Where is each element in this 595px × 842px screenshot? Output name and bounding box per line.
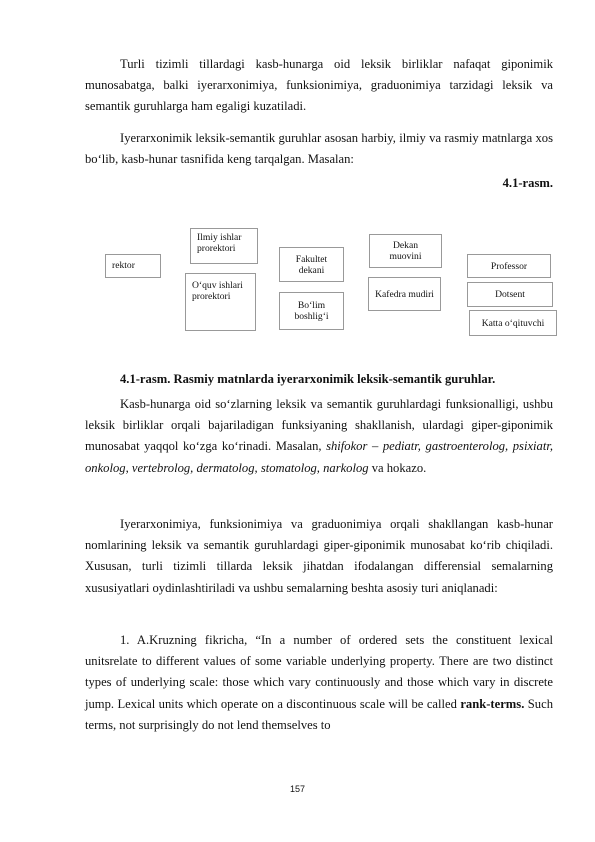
box-ilmiy-prorektor: Ilmiy ishlar prorektori (190, 228, 258, 264)
paragraph-functionality (85, 394, 553, 479)
paragraph-intro: Turli tizimli tillardagi kasb-hunarga oid leksik birliklar nafaqat giponimik munosabatga, balki iyerarxonimiya, funksionimiya, graduonimiya tarzidagi leksik va semantik guruhlarga ham egaligi kuzatiladi. (85, 57, 553, 114)
page-number: 157 (289, 784, 306, 794)
paragraph-hierarchy: Iyerarxonimik leksik-semantik guruhlar asosan harbiy, ilmiy va rasmiy matnlarga xos bo‘lib, kasb-hunar tasnifida keng tarqalgan. Masalan: (85, 131, 553, 167)
example-professions: shifokor – pediatr, gastroenterolog, psixiatr, onkolog, vertebrolog, dermatolog, stomatolog, narkolog (85, 439, 553, 475)
paragraph-functionality-end: va hokazo. (368, 460, 427, 475)
box-oquv-prorektor: O‘quv ishlari prorektori (185, 273, 256, 331)
box-rektor: rektor (105, 254, 161, 278)
paragraph-cruse-quote (85, 630, 553, 736)
box-kafedra-mudiri: Kafedra mudiri (368, 277, 441, 311)
box-professor: Professor (467, 254, 551, 278)
box-katta-oqituvchi: Katta o‘qituvchi (469, 310, 557, 336)
box-dekan-muovini: Dekan muovini (369, 234, 442, 268)
rank-terms: rank-terms. (460, 696, 525, 711)
box-dotsent: Dotsent (467, 282, 553, 307)
paragraph-semes: Iyerarxonimiya, funksionimiya va graduonimiya orqali shakllangan kasb-hunar nomlarining leksik va semantik guruhlardagi giper-giponimik munosabat ko‘rib chiqiladi. Xususan, turli tizimli tillarda leksik jihatdan ifodalangan differensial semalarning xususiyatlari oydinlashtiriladi va ushbu semalarning beshta asosiy turi aniqlanadi: (85, 517, 553, 595)
paragraph-functionality-text: Kasb-hunarga oid so‘zlarning leksik va semantik guruhlardagi funksionalligi, ushbu leksik birliklar orqali bajariladigan funksiyaning shakllanish, ulardagi giper-giponimik munosabat yaqqol ko‘zga ko‘rinadi. Masalan, (85, 397, 553, 454)
quote-text-end: Such terms, not surprisingly do not lend themselves to (85, 696, 553, 732)
figure-caption: 4.1-rasm. Rasmiy matnlarda iyerarxonimik leksik-semantik guruhlar. (120, 372, 496, 386)
box-bolim-boshligi: Bo‘lim boshlig‘i (279, 292, 344, 330)
quote-text: 1. A.Kruzning fikricha, “In a number of ordered sets the constituent lexical unitsrelate to different values of some variable underlying property. There are two distinct types of underlying scale: those which vary continuously and those which vary in discrete jump. Lexical units which operate on a discontinuous scale will be called (85, 633, 553, 711)
box-fakultet-dekani: Fakultet dekani (279, 247, 344, 282)
figure-reference: 4.1-rasm. (502, 176, 553, 190)
